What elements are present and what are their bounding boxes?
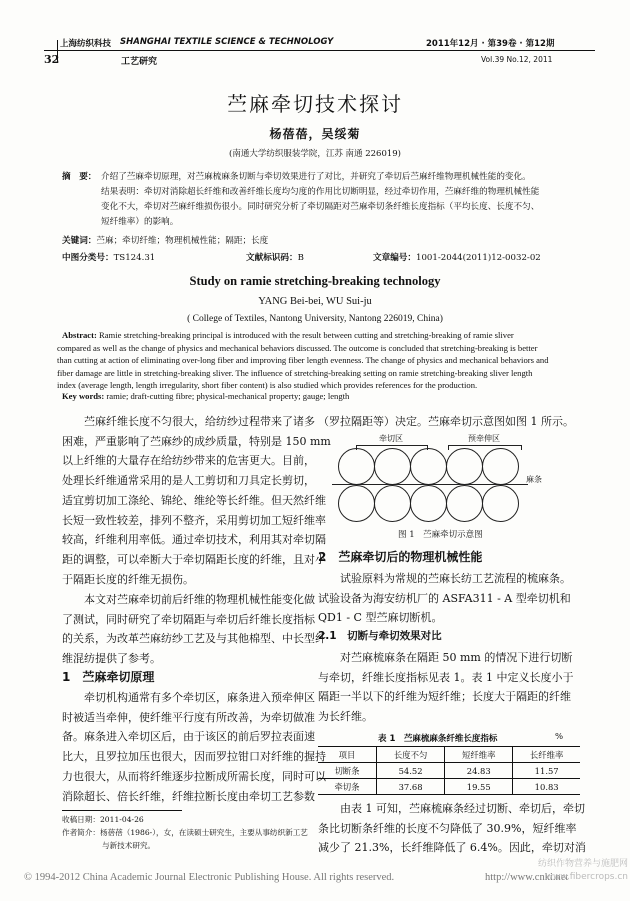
figure-label-cut-zone: 牵切区	[379, 434, 403, 443]
table-cell: 牵切条	[318, 779, 377, 795]
table-cell: 切断条	[318, 763, 377, 779]
figure-1-caption: 图 1 苎麻牵切示意图	[398, 530, 483, 540]
clc-number	[62, 251, 155, 266]
page-number: 32	[44, 53, 60, 66]
footnote	[62, 813, 308, 852]
roller-top	[410, 448, 447, 485]
roller-top	[482, 448, 519, 485]
keywords-cn	[62, 234, 268, 249]
roller-top	[338, 448, 375, 485]
table-1	[318, 746, 580, 795]
abstract-en-line: than cutting at action of eliminating over-long fiber and improving fiber length evenness. The change of physics and mechanical behaviors and	[57, 355, 549, 365]
issue-info-cn: 2011年12月 · 第39卷 · 第12期	[426, 39, 555, 49]
clc-value: TS124.31	[113, 253, 156, 263]
article-number	[373, 251, 541, 266]
cnki-link[interactable]: http://www.cnki.net	[485, 872, 569, 883]
journal-cn-name: 上海纺织科技	[60, 39, 112, 49]
clc-label: 中图分类号：	[62, 253, 114, 263]
footnote-received: 收稿日期：2011-04-26	[62, 815, 144, 824]
heading-1: 1 苎麻牵切原理	[62, 670, 155, 684]
heading-2: 2 苎麻牵切后的物理机械性能	[318, 550, 483, 564]
table-row	[318, 779, 580, 795]
doc-value: B	[297, 253, 304, 263]
body-line: 困难，严重影响了苎麻纱的成纱质量，特别是 150 mm	[62, 434, 331, 448]
abstract-en-line: index (average length, length irregularity, short fiber content) is also studied which provides references for the production.	[57, 380, 478, 390]
figure-1	[338, 433, 558, 523]
authors-cn: 杨蓓蓓，吴绥菊	[269, 127, 361, 141]
sliver-line	[332, 484, 528, 485]
journal-en-name: SHANGHAI TEXTILE SCIENCE & TECHNOLOGY	[120, 37, 334, 47]
issue-info-en: Vol.39 No.12, 2011	[481, 55, 553, 64]
abstract-cn-line: 变化不大，牵切对苎麻纤维损伤很小。同时研究分析了牵切隔距对苎麻牵切条纤维长度指标（平均长度、长度不匀、	[101, 202, 540, 212]
left-para-2	[62, 590, 326, 669]
art-label: 文章编号：	[373, 253, 416, 263]
body-line: 时被适当牵伸，使纤维平行度有所改善，为牵切做准	[62, 710, 315, 724]
body-line: 试验原料为常规的苎麻长纺工艺流程的梳麻条。	[340, 572, 571, 585]
body-line: 长短一致性较差，排列不整齐，采用剪切加工短纤维率	[62, 513, 326, 527]
table-row	[318, 763, 580, 779]
body-line: 距的调整，可以牵断大于牵切隔距长度的纤维，且对小	[62, 552, 326, 566]
body-line: 比大，且罗拉加压也很大，因而罗拉钳口对纤维的握持	[62, 750, 326, 764]
roller-bottom	[338, 485, 375, 522]
body-line: 备。麻条进入牵切区后，由于该区的前后罗拉表面速	[62, 730, 315, 744]
table-1-unit: %	[555, 732, 564, 742]
figure-label-sliver: 麻条	[526, 475, 542, 484]
footnote-rule	[62, 810, 182, 811]
keywords-cn-label: 关键词：	[62, 236, 97, 246]
title-cn: 苎麻牵切技术探讨	[227, 92, 403, 116]
affiliation-cn: (南通大学纺织服装学院，江苏 南通 226019)	[229, 149, 401, 159]
table-header-cell: 短纤维率	[445, 747, 513, 763]
keywords-en-text: ramie; draft-cutting fibre; physical-mechanical property; gauge; length	[106, 391, 350, 401]
keywords-en-label: Key words:	[62, 391, 105, 401]
body-line: 牵切机构通常有多个牵切区，麻条进入预牵伸区	[84, 691, 315, 704]
keywords-en	[62, 391, 349, 401]
section-name: 工艺研究	[121, 57, 158, 67]
body-line: 适宜剪切加工涤纶、锦纶、维纶等长纤维。但天然纤维	[62, 493, 326, 507]
body-line: 以上纤维的大量存在给纺纱带来的危害更大。目前，	[62, 454, 315, 468]
body-line: QD1 - C 型苎麻切断机。	[318, 611, 443, 625]
body-line: 消除超长、倍长纤维，纤维拉断长度由牵切工艺参数	[62, 789, 315, 803]
right-para-2	[318, 648, 578, 727]
title-en: Study on ramie stretching-breaking technology	[189, 274, 441, 288]
header-rule	[44, 50, 595, 51]
roller-bottom	[446, 485, 483, 522]
roller-bottom	[374, 485, 411, 522]
doc-label: 文献标识码：	[246, 253, 298, 263]
table-cell: 37.68	[377, 779, 445, 795]
body-line: 减少了 21.3%，长纤维降低了 6.4%。因此，牵切对消	[318, 841, 586, 855]
right-para-3	[318, 799, 586, 858]
abstract-cn-line: 介绍了苎麻牵切原理，对苎麻梳麻条切断与牵切效果进行了对比，并研究了牵切后苎麻纤维物理机械性能的变化。	[101, 172, 531, 182]
footnote-author-cont: 与新技术研究。	[102, 841, 156, 850]
table-cell: 24.83	[445, 763, 513, 779]
body-line: 苎麻纤维长度不匀很大，给纺纱过程带来了诸多	[84, 415, 315, 428]
table-header-row	[318, 747, 580, 763]
abstract-en-line: compared as well as the change of physics and mechanical behaviors discussed. The outcome is concluded that stretching-breaking is better	[57, 342, 538, 353]
roller-bottom	[482, 485, 519, 522]
abstract-en-line: fiber damage are little in stretching-breaking sliver. The influence of stretching-breaking setting on ramie stretching-breaking sliver length	[57, 367, 533, 378]
body-line: 对苎麻梳麻条在隔距 50 mm 的情况下进行切断	[340, 651, 573, 664]
body-line: 维混纺提供了参考。	[62, 652, 161, 666]
table-cell: 10.83	[534, 781, 559, 792]
left-para-3	[62, 688, 326, 806]
abstract-en-line: Ramie stretching-breaking principal is introduced with the result between cutting and stretching-breaking of ramie sliver	[99, 330, 514, 340]
authors-en: YANG Bei-bei, WU Sui-ju	[258, 296, 372, 307]
footnote-author: 作者简介：杨蓓蓓（1986-），女，在读硕士研究生，主要从事纺织新工艺	[62, 828, 308, 837]
keywords-cn-text: 苎麻；牵切纤维；物理机械性能；隔距；长度	[96, 236, 269, 246]
table-1-caption: 表 1 苎麻梳麻条纤维长度指标	[378, 734, 498, 744]
table-cell: 54.52	[377, 763, 445, 779]
body-line: 试验设备为海安纺机厂的 ASFA311 - A 型牵切机和	[318, 591, 571, 605]
body-line: 的关系，为改革苎麻纺纱工艺及与其他棉型、中长型纤	[62, 632, 326, 646]
abstract-cn-line: 短纤维率）的影响。	[101, 217, 179, 227]
table-cell: 19.55	[445, 779, 513, 795]
body-line: 与牵切，纤维长度指标见表 1。表 1 中定义长度小于	[318, 670, 574, 684]
body-line: 本文对苎麻牵切前后纤维的物理机械性能变化做	[84, 593, 315, 606]
table-header-cell: 项目	[318, 747, 377, 763]
roller-bottom	[410, 485, 447, 522]
abstract-cn-text	[101, 170, 604, 230]
doc-code	[246, 251, 304, 266]
table-cell: 11.57	[534, 765, 559, 776]
roller-top	[446, 448, 483, 485]
affiliation-en: ( College of Textiles, Nantong University, Nantong 226019, China)	[187, 314, 443, 324]
art-value: 1001-2044(2011)12-0032-02	[415, 253, 541, 263]
copyright-footer: © 1994-2012 China Academic Journal Electronic Publishing House. All rights reserved.	[24, 872, 395, 883]
roller-top	[374, 448, 411, 485]
abstract-cn-line: 结果表明：牵切对消除超长纤维和改善纤维长度均匀度的作用比切断明显，经过牵切作用，苎麻纤维的物理机械性能	[101, 187, 540, 197]
body-line: 力也很大，从而将纤维逐步拉断成所需长度，同时可以	[62, 769, 326, 783]
body-line: 由表 1 可知，苎麻梳麻条经过切断、牵切后，牵切	[340, 802, 585, 815]
body-line: 处理长纤维通常采用的是人工剪切和刀具定长剪切，	[62, 474, 315, 488]
table-header-cell: 长度不匀	[377, 747, 445, 763]
heading-2-1: 2.1 切断与牵切效果对比	[318, 630, 442, 642]
body-line: 隔距一半以下的纤维为短纤维；长度大于隔距的纤维	[318, 690, 571, 704]
abstract-en	[57, 329, 610, 392]
body-line: 较高，纤维利用率低。通过牵切技术，利用其对牵切隔	[62, 533, 326, 547]
body-line: 了测试，同时研究了牵切隔距与牵切后纤维长度指标	[62, 612, 315, 626]
site-watermark: 纺织作物营养与施肥网 www.fibercrops.cn	[537, 859, 628, 882]
left-para-1	[62, 412, 331, 589]
body-line: 于隔距长度的纤维无损伤。	[62, 572, 194, 586]
right-para-0: （罗拉隔距等）决定。苎麻牵切示意图如图 1 所示。	[318, 415, 574, 428]
figure-label-pre-draft-zone: 预牵伸区	[468, 434, 500, 443]
abstract-cn-label: 摘 要：	[62, 172, 97, 182]
table-header-cell: 长纤维率	[529, 749, 564, 760]
body-line: 条比切断条纤维的长度不匀降低了 30.9%，短纤维率	[318, 821, 577, 835]
right-para-1	[318, 569, 578, 628]
abstract-en-label: Abstract:	[62, 330, 97, 340]
body-line: 为长纤维。	[318, 710, 373, 724]
